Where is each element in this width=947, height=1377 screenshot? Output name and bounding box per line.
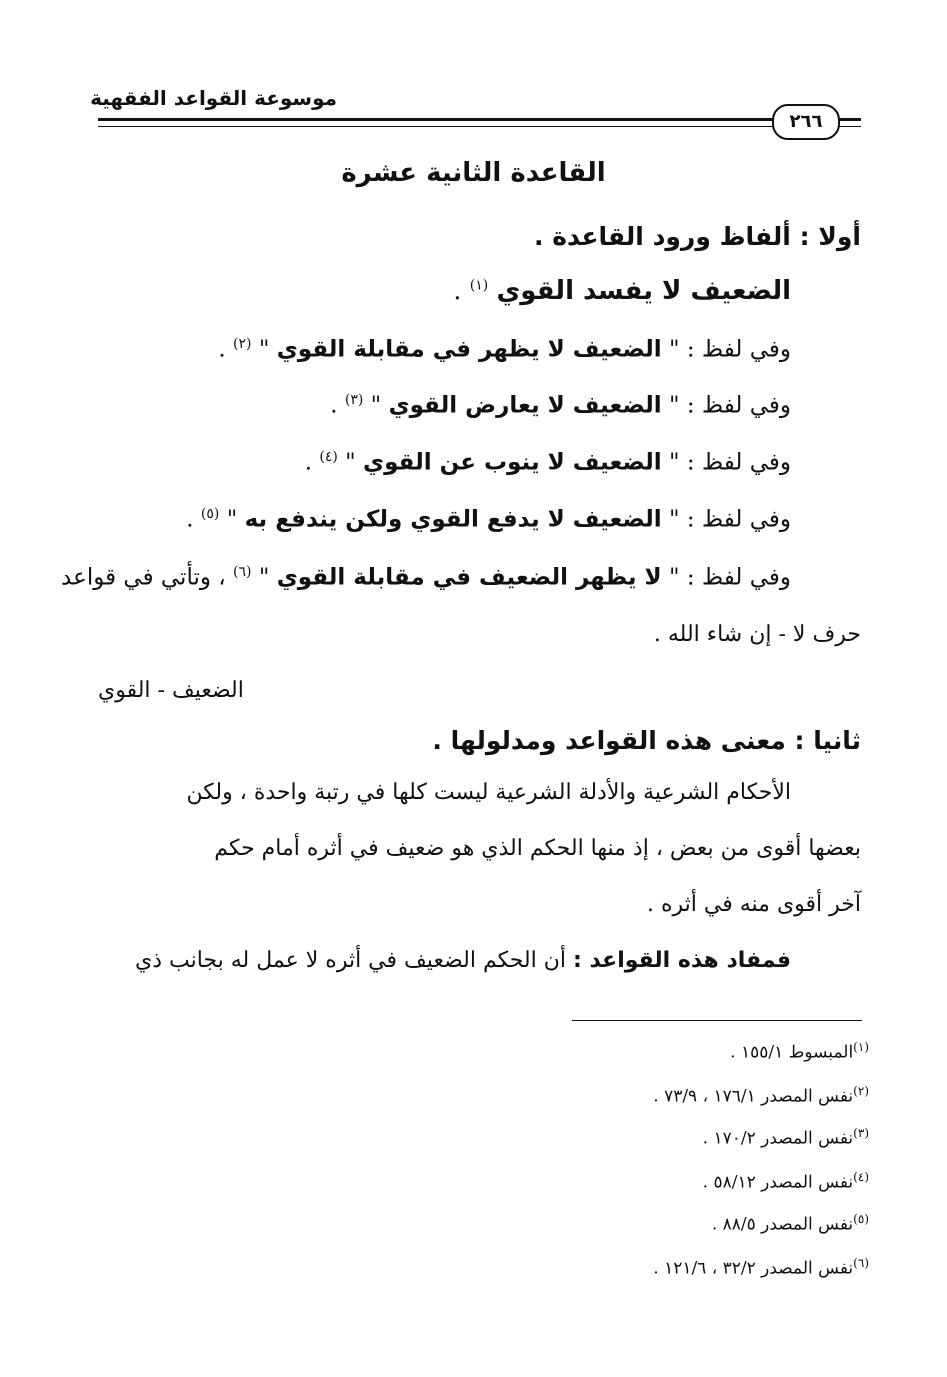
variant-quote: ": [226, 506, 238, 533]
footnote-ref: (٤): [319, 449, 338, 465]
continuation-line: حرف لا - إن شاء الله .: [653, 622, 861, 647]
footnote: [712, 1212, 869, 1235]
footnote: [703, 1170, 869, 1193]
footnote-number: (٦): [853, 1256, 869, 1270]
variant-text: الضعيف لا يعارض القوي: [388, 392, 662, 419]
variant-quote: ": [258, 336, 270, 363]
variant-quote: ": [370, 392, 382, 419]
variant-text: الضعيف لا ينوب عن القوي: [363, 449, 662, 476]
footnote-ref: (٢): [233, 336, 252, 352]
page-title: القاعدة الثانية عشرة: [341, 158, 606, 188]
footnote-number: (٥): [853, 1212, 869, 1226]
footnote-number: (٢): [853, 1084, 869, 1098]
variant-prefix: وفي لفظ : ": [668, 449, 791, 476]
running-header-title: موسوعة القواعد الفقهية: [90, 86, 337, 110]
footnote-text: نفس المصدر ٥٨/١٢ .: [702, 1172, 854, 1193]
paragraph-line: آخر أقوى منه في أثره .: [647, 892, 861, 917]
meaning-line: [135, 948, 791, 973]
variant-line: [218, 336, 791, 363]
variant-prefix: وفي لفظ : ": [668, 506, 791, 533]
variant-line: [330, 392, 791, 419]
footnote-separator: [572, 1020, 862, 1021]
footnote: [730, 1040, 869, 1063]
footnote: [653, 1256, 869, 1279]
variant-end: .: [330, 392, 338, 419]
variant-prefix: وفي لفظ : ": [668, 392, 791, 419]
footnote-ref: (١): [469, 277, 489, 294]
footnote-number: (٣): [853, 1126, 869, 1140]
section-heading-1: أولا : ألفاظ ورود القاعدة .: [534, 222, 861, 251]
variant-line: [305, 449, 791, 476]
header-rule-thin: [98, 126, 861, 127]
footnote-text: نفس المصدر ٨٨/٥ .: [711, 1214, 854, 1235]
main-rule-end: .: [453, 276, 462, 306]
variant-end: ، وتأتي في قواعد: [61, 564, 226, 591]
main-rule: [453, 276, 791, 306]
section-heading-2: ثانيا : معنى هذه القواعد ومدلولها .: [432, 726, 861, 755]
footnote: [653, 1084, 869, 1107]
variant-text: الضعيف لا يظهر في مقابلة القوي: [276, 336, 662, 363]
paragraph-line: الأحكام الشرعية والأدلة الشرعية ليست كلها في رتبة واحدة ، ولكن: [186, 780, 791, 805]
footnote: [703, 1126, 869, 1149]
variant-end: .: [186, 506, 194, 533]
footnote-text: نفس المصدر ١٧٦/١ ، ٧٣/٩ .: [653, 1086, 854, 1107]
variant-quote: ": [345, 449, 356, 476]
variant-prefix: وفي لفظ : ": [668, 564, 791, 591]
footnote-ref: (٦): [233, 564, 252, 580]
footnote-text: نفس المصدر ٣٢/٢ ، ١٢١/٦ .: [653, 1258, 854, 1279]
variant-quote: ": [258, 564, 270, 591]
main-rule-text: الضعيف لا يفسد القوي: [496, 276, 791, 306]
variant-text: الضعيف لا يدفع القوي ولكن يندفع به: [244, 506, 662, 533]
variant-prefix: وفي لفظ : ": [668, 336, 791, 363]
page-number-badge: ٢٦٦: [772, 104, 840, 140]
header-rule: [98, 118, 861, 121]
variant-line: [186, 506, 791, 533]
meaning-text: أن الحكم الضعيف في أثره لا عمل له بجانب ذي: [135, 948, 567, 973]
footnote-number: (١): [853, 1040, 869, 1054]
footnote-number: (٤): [853, 1170, 869, 1184]
paragraph-line: بعضها أقوى من بعض ، إذ منها الحكم الذي هو ضعيف في أثره أمام حكم: [214, 836, 861, 861]
meaning-lead: فمفاد هذه القواعد :: [573, 948, 791, 973]
variant-line: [61, 564, 791, 591]
variant-end: .: [304, 449, 313, 476]
footnote-ref: (٣): [344, 392, 364, 408]
footnote-ref: (٥): [200, 506, 220, 522]
footnote-text: المبسوط ١٥٥/١ .: [730, 1042, 854, 1063]
keywords-label: الضعيف - القوي: [98, 678, 244, 703]
variant-text: لا يظهر الضعيف في مقابلة القوي: [276, 564, 662, 591]
footnote-text: نفس المصدر ١٧٠/٢ .: [702, 1128, 854, 1149]
variant-end: .: [218, 336, 226, 363]
